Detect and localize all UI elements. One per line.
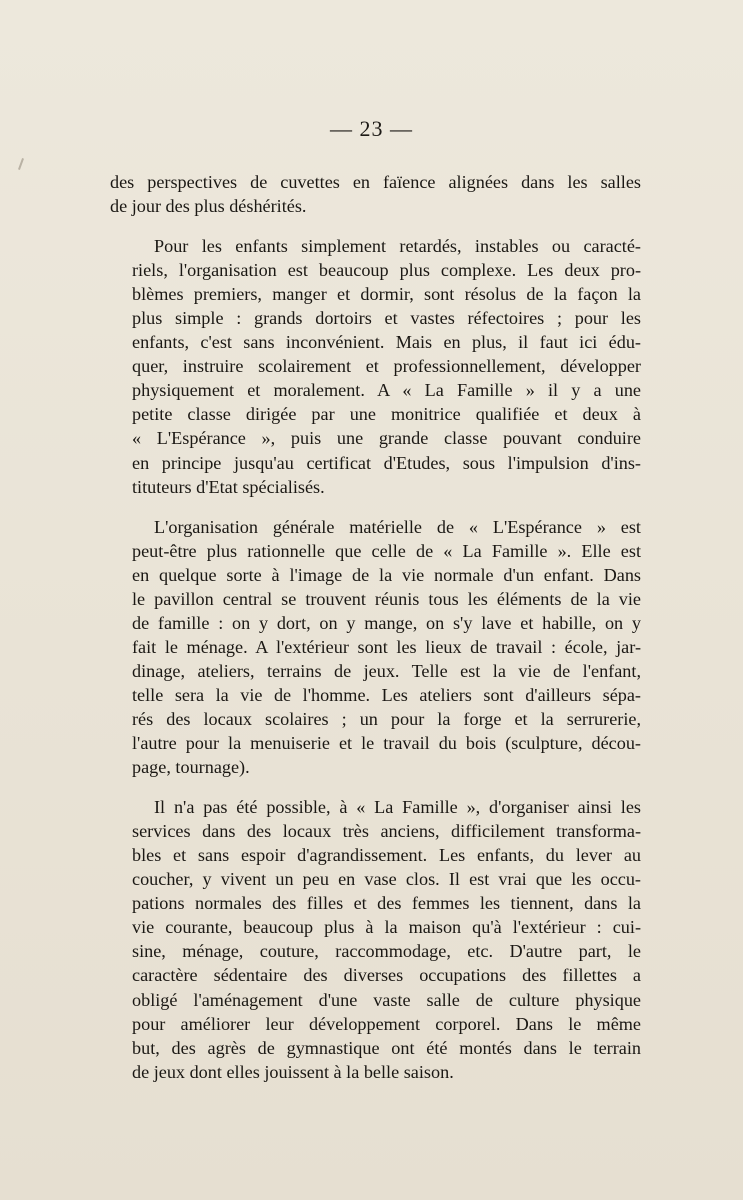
margin-mark	[18, 158, 24, 170]
text-line: quer, instruire scolairement et professionnellement, développer	[132, 356, 641, 377]
text-line: physiquement et moralement. A « La Famille » il y a une	[132, 380, 641, 401]
text-line: Il n'a pas été possible, à « La Famille », d'organiser ainsi les	[154, 797, 641, 818]
text-line: l'autre pour la menuiserie et le travail du bois (sculpture, décou-	[132, 733, 641, 754]
paragraph-1	[110, 170, 641, 218]
text-line: pour améliorer leur développement corporel. Dans le même	[132, 1013, 641, 1034]
text-line: services dans des locaux très anciens, difficilement transforma-	[132, 821, 641, 842]
paragraph-4	[110, 795, 641, 1084]
text-line: page, tournage).	[132, 757, 250, 778]
text-line: telle sera la vie de l'homme. Les ateliers sont d'ailleurs sépa-	[132, 684, 641, 705]
text-line: enfants, c'est sans inconvénient. Mais en plus, il faut ici édu-	[132, 332, 641, 353]
paragraph-2	[110, 234, 641, 499]
text-line: coucher, y vivent un peu en vase clos. Il est vrai que les occu-	[132, 869, 641, 890]
text-line: blèmes premiers, manger et dormir, sont résolus de la façon la	[132, 284, 641, 305]
text-line: de jeux dont elles jouissent à la belle saison.	[132, 1061, 454, 1082]
text-line: le pavillon central se trouvent réunis tous les éléments de la vie	[132, 588, 641, 609]
text-line: de jour des plus déshérités.	[110, 196, 307, 217]
text-line: fait le ménage. A l'extérieur sont les lieux de travail : école, jar-	[132, 636, 641, 657]
page-number: — 23 —	[330, 116, 413, 141]
text-line: en quelque sorte à l'image de la vie normale d'un enfant. Dans	[132, 564, 641, 585]
text-line: dinage, ateliers, terrains de jeux. Telle est la vie de l'enfant,	[132, 660, 641, 681]
text-line: sine, ménage, couture, raccommodage, etc. D'autre part, le	[132, 941, 641, 962]
text-line: plus simple : grands dortoirs et vastes réfectoires ; pour les	[132, 308, 641, 329]
text-line: de famille : on y dort, on y mange, on s'y lave et habille, on y	[132, 612, 641, 633]
text-line: des perspectives de cuvettes en faïence alignées dans les salles	[110, 172, 641, 192]
text-line: petite classe dirigée par une monitrice qualifiée et deux à	[132, 404, 641, 425]
text-line: riels, l'organisation est beaucoup plus complexe. Les deux pro-	[132, 260, 641, 281]
text-line: bles et sans espoir d'agrandissement. Les enfants, du lever au	[132, 845, 641, 866]
text-line: en principe jusqu'au certificat d'Etudes, sous l'impulsion d'ins-	[132, 452, 641, 473]
text-line: but, des agrès de gymnastique ont été montés dans le terrain	[132, 1037, 641, 1058]
text-line: peut-être plus rationnelle que celle de « La Famille ». Elle est	[132, 540, 641, 561]
text-line: « L'Espérance », puis une grande classe pouvant conduire	[132, 428, 641, 449]
text-line: rés des locaux scolaires ; un pour la forge et la serrurerie,	[132, 708, 641, 729]
text-line: obligé l'aménagement d'une vaste salle de culture physique	[132, 989, 641, 1010]
text-line: L'organisation générale matérielle de « L'Espérance » est	[154, 516, 641, 537]
text-line: Pour les enfants simplement retardés, instables ou caracté-	[154, 236, 641, 257]
text-line: tituteurs d'Etat spécialisés.	[132, 476, 325, 497]
text-line: pations normales des filles et des femmes les tiennent, dans la	[132, 893, 641, 914]
text-line: vie courante, beaucoup plus à la maison qu'à l'extérieur : cui-	[132, 917, 641, 938]
text-line: caractère sédentaire des diverses occupations des fillettes a	[132, 965, 641, 986]
paragraph-3	[110, 515, 641, 780]
body-text	[110, 170, 641, 1100]
